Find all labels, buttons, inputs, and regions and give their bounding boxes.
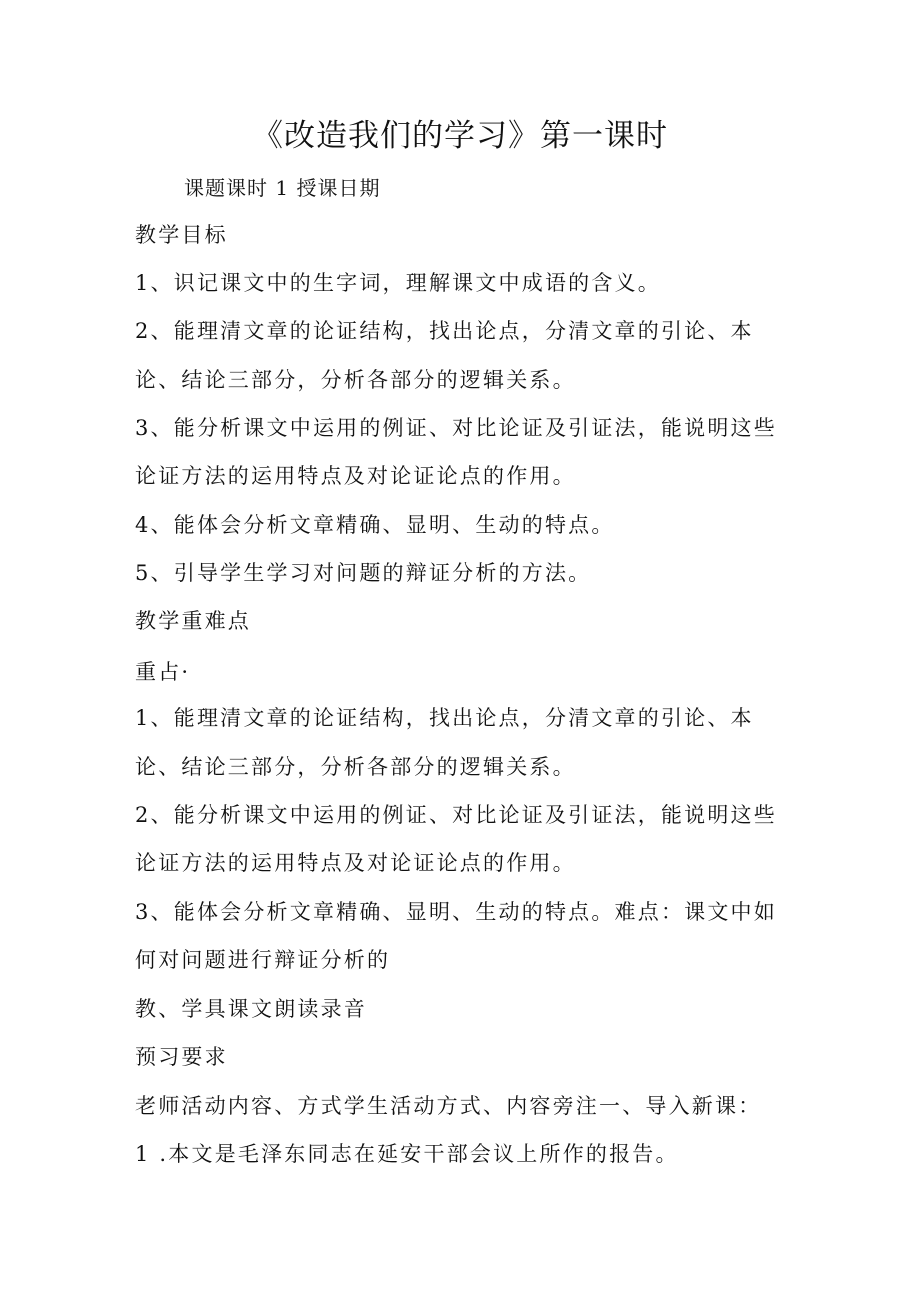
key-point-1-line-2: 论、结论三部分，分析各部分的逻辑关系。 [135,755,576,779]
goal-1: 1、识记课文中的生字词，理解课文中成语的含义。 [135,271,661,295]
key-point-1-line-1: 1、能理清文章的论证结构，找出论点，分清文章的引论、本 [135,706,754,730]
goal-3-line-1: 3、能分析课文中运用的例证、对比论证及引证法，能说明这些 [135,416,777,440]
key-point-3-line-2: 何对问题进行辩证分析的 [135,948,391,972]
goal-5: 5、引导学生学习对问题的辩证分析的方法。 [135,561,592,585]
key-point-2-line-1: 2、能分析课文中运用的例证、对比论证及引证法，能说明这些 [135,803,777,827]
lesson-meta-line: 课题课时 1 授课日期 [184,176,381,200]
activity-header: 老师活动内容、方式学生活动方式、内容旁注一、导入新课： [135,1094,762,1118]
key-point-3-line-1: 3、能体会分析文章精确、显明、生动的特点。难点：课文中如 [135,900,777,924]
goal-2-line-1: 2、能理清文章的论证结构，找出论点，分清文章的引论、本 [135,319,754,343]
teaching-tools: 教、学具课文朗读录音 [135,997,367,1021]
intro-point-1: 1 .本文是毛泽东同志在延安干部会议上所作的报告。 [135,1142,679,1166]
heading-teaching-goals: 教学目标 [135,223,228,247]
goal-4: 4、能体会分析文章精确、显明、生动的特点。 [135,513,615,537]
goal-2-line-2: 论、结论三部分，分析各部分的逻辑关系。 [135,368,576,392]
key-point-2-line-2: 论证方法的运用特点及对论证论点的作用。 [135,851,576,875]
heading-key-difficult-points: 教学重难点 [135,609,251,633]
document-title: 《改造我们的学习》第一课时 [252,118,668,154]
goal-3-line-2: 论证方法的运用特点及对论证论点的作用。 [135,464,576,488]
preview-requirements: 预习要求 [135,1045,228,1069]
key-points-label: 重占· [135,660,191,684]
